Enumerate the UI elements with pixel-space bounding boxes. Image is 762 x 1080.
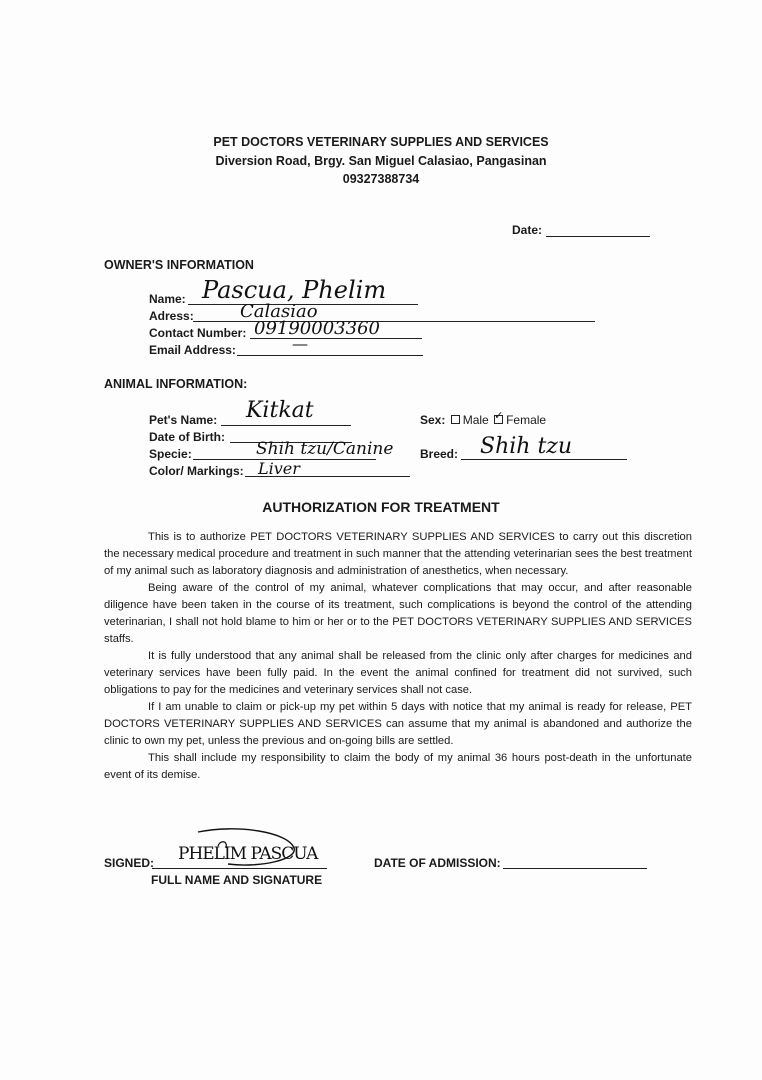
dob-label: Date of Birth:	[149, 430, 225, 444]
pet-name-label: Pet's Name:	[149, 413, 218, 427]
animal-section-title: ANIMAL INFORMATION:	[104, 377, 248, 391]
clinic-name: PET DOCTORS VETERINARY SUPPLIES AND SERVICES	[213, 135, 549, 149]
clinic-phone: 09327388734	[342, 172, 420, 186]
breed-value[interactable]: Shih tzu	[480, 434, 573, 459]
sex-field	[420, 410, 547, 427]
signature-caption: FULL NAME AND SIGNATURE	[151, 873, 323, 887]
male-checkbox[interactable]	[451, 415, 460, 424]
owner-email-label: Email Address:	[149, 343, 236, 357]
authorization-paragraph: This is to authorize PET DOCTORS VETERINARY SUPPLIES AND SERVICES to carry out this discretion the necessary medical procedure and treatment in such manner that the attending veterinarian sees the best treatment of my animal such as laboratory diagnosis and administration of anesthetics, when necessary.	[104, 531, 692, 577]
male-option-label: Male	[462, 413, 489, 427]
owner-address-value[interactable]: Calasiao	[240, 301, 318, 322]
date-label: Date:	[512, 223, 543, 237]
owner-name-value[interactable]: Pascua, Phelim	[202, 276, 387, 304]
authorization-paragraph: Being aware of the control of my animal, whatever complications that may occur, and after reasonable diligence have been taken in the course of its treatment, such complications is beyond the control of the attending veterinarian, I shall not hold blame to him or her or to the PET DOCTORS VETERINARY SUPPLIES AND SERVICES staffs.	[104, 582, 692, 645]
admission-date-label: DATE OF ADMISSION:	[374, 856, 501, 870]
breed-line[interactable]	[461, 459, 627, 460]
signed-label: SIGNED:	[104, 856, 155, 870]
color-label: Color/ Markings:	[149, 464, 244, 478]
color-value[interactable]: Liver	[258, 459, 300, 478]
female-option-label: Female	[506, 413, 547, 427]
owner-section-title: OWNER'S INFORMATION	[104, 258, 254, 272]
female-checkbox[interactable]	[494, 410, 504, 424]
signature-image	[168, 826, 328, 874]
authorization-title: AUTHORIZATION FOR TREATMENT	[262, 499, 500, 515]
authorization-paragraph: If I am unable to claim or pick-up my pet within 5 days with notice that my animal is ready for release, PET DOCTORS VETERINARY SUPPLIES AND SERVICES can assume that my animal is abandoned and authorize the clinic to own my pet, unless the previous and on-going bills are settled.	[104, 701, 692, 747]
date-line[interactable]	[546, 236, 650, 237]
breed-label: Breed:	[420, 447, 459, 461]
sex-label: Sex:	[420, 413, 446, 427]
pet-name-line[interactable]	[221, 425, 351, 426]
specie-label: Specie:	[149, 447, 192, 461]
pet-name-value[interactable]: Kitkat	[246, 398, 314, 423]
check-mark-icon: ✓	[494, 410, 504, 422]
owner-contact-label: Contact Number:	[149, 326, 247, 340]
authorization-paragraph: This shall include my responsibility to claim the body of my animal 36 hours post-death in the unfortunate event of its demise.	[104, 752, 692, 781]
authorization-paragraph: It is fully understood that any animal shall be released from the clinic only after charges for medicines and veterinary services have been fully paid. In the event the animal confined for treatment did not survived, such obligations to pay for the medicines and veterinary services shall not case.	[104, 650, 692, 696]
admission-date-line[interactable]	[503, 868, 647, 869]
authorization-body	[104, 529, 692, 784]
signature-text: PHELIM PASCUA	[178, 844, 318, 864]
specie-value[interactable]: Shih tzu/Canine	[256, 439, 394, 459]
owner-address-label: Adress:	[149, 309, 194, 323]
owner-email-line[interactable]	[237, 355, 423, 356]
owner-contact-value[interactable]: 09190003360	[254, 318, 380, 339]
owner-name-label: Name:	[149, 292, 186, 306]
clinic-address: Diversion Road, Brgy. San Miguel Calasiao, Pangasinan	[215, 154, 547, 168]
owner-email-value[interactable]: —	[292, 334, 308, 353]
